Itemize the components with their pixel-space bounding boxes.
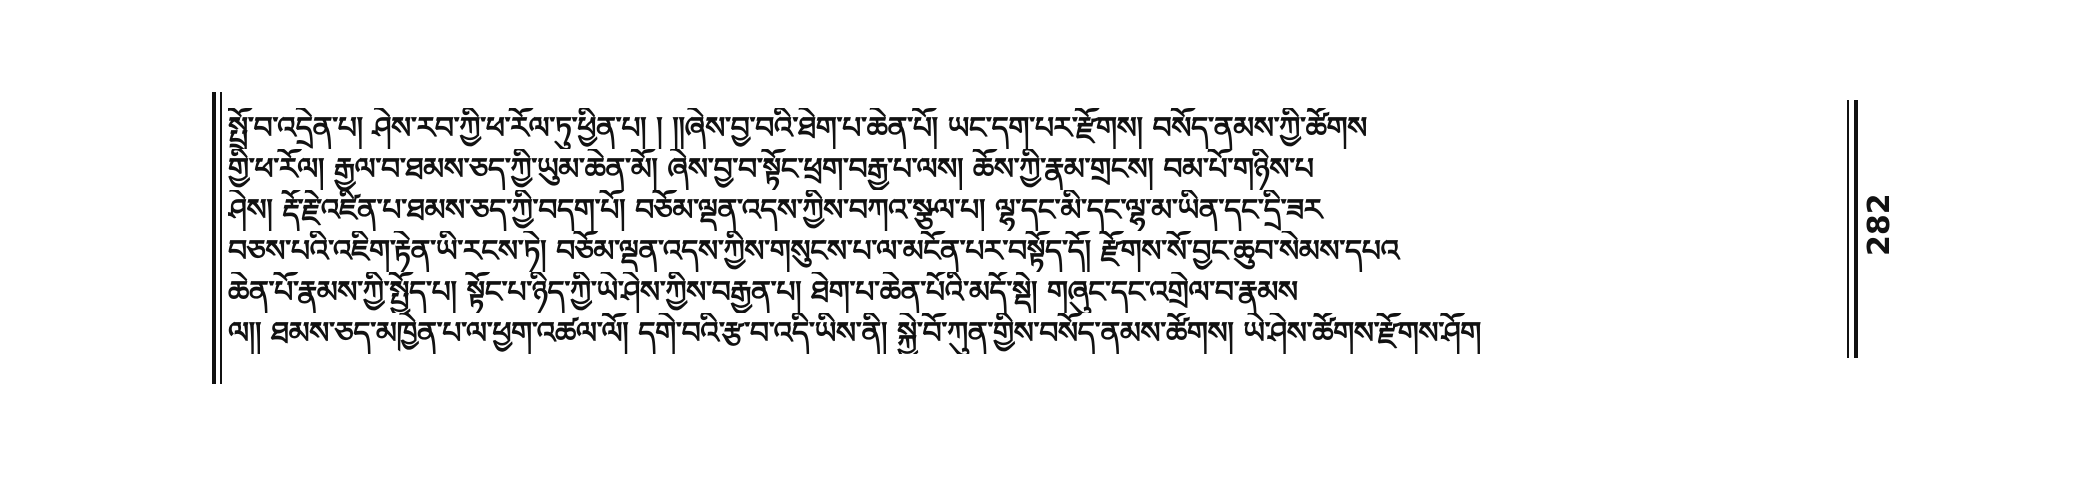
text-line-6: ལ།། ཐམས་ཅད་མཁྱེན་པ་ལ་ཕྱག་འཚལ་ལོ། དགེ་བའི་རྩ་བ་འདི་ཡིས་ནི། སྐྱེ་བོ་ཀུན་གྱིས་བསོད་ནམས་ཚོགས། ཡེ་ཤེས་ཚོགས་རྫོགས་ཤོག <box>228 316 1481 351</box>
right-border-outer <box>1854 100 1858 358</box>
text-line-4: བཅས་པའི་འཇིག་རྟེན་ཡི་རངས་ཏེ། བཅོམ་ལྡན་འདས་ཀྱིས་གསུངས་པ་ལ་མངོན་པར་བསྟོད་དོ། རྫོགས་སོ་བྱང་ཆུབ་སེམས་དཔའ <box>228 234 1399 269</box>
text-line-2: གྱི་ཕ་རོལ། རྒྱལ་བ་ཐམས་ཅད་ཀྱི་ཡུམ་ཆེན་མོ། ཞེས་བྱ་བ་སྟོང་ཕྲག་བརྒྱ་པ་ལས། ཆོས་ཀྱི་རྣམ་གྲངས། བམ་པོ་གཉིས་པ <box>228 152 1314 187</box>
text-block <box>228 108 1838 354</box>
page-number: 282 <box>1862 193 1897 256</box>
text-line-3: ཤེས། རྡོ་རྗེ་འཛིན་པ་ཐམས་ཅད་ཀྱི་བདག་པོ། བཅོམ་ལྡན་འདས་ཀྱིས་བཀའ་སྩལ་པ། ལྷ་དང་མི་དང་ལྷ་མ་ཡིན་དང་དྲི་ཟར <box>228 193 1322 228</box>
text-line-1: སྤྲོ་བ་འདྲེན་པ། ཤེས་རབ་ཀྱི་ཕ་རོལ་ཏུ་ཕྱིན་པ། ། །།ཞེས་བྱ་བའི་ཐེག་པ་ཆེན་པོ། ཡང་དག་པར་རྫོགས། བསོད་ནམས་ཀྱི་ཚོགས <box>228 111 1367 146</box>
text-line-5: ཆེན་པོ་རྣམས་ཀྱི་སྤྱོད་པ། སྟོང་པ་ཉིད་ཀྱི་ཡེ་ཤེས་ཀྱིས་བརྒྱན་པ། ཐེག་པ་ཆེན་པོའི་མདོ་སྡེ། གཞུང་དང་འགྲེལ་བ་རྣམས <box>228 275 1298 310</box>
left-border-outer <box>212 92 216 384</box>
left-border-inner <box>220 92 222 384</box>
right-border-inner <box>1847 100 1849 358</box>
